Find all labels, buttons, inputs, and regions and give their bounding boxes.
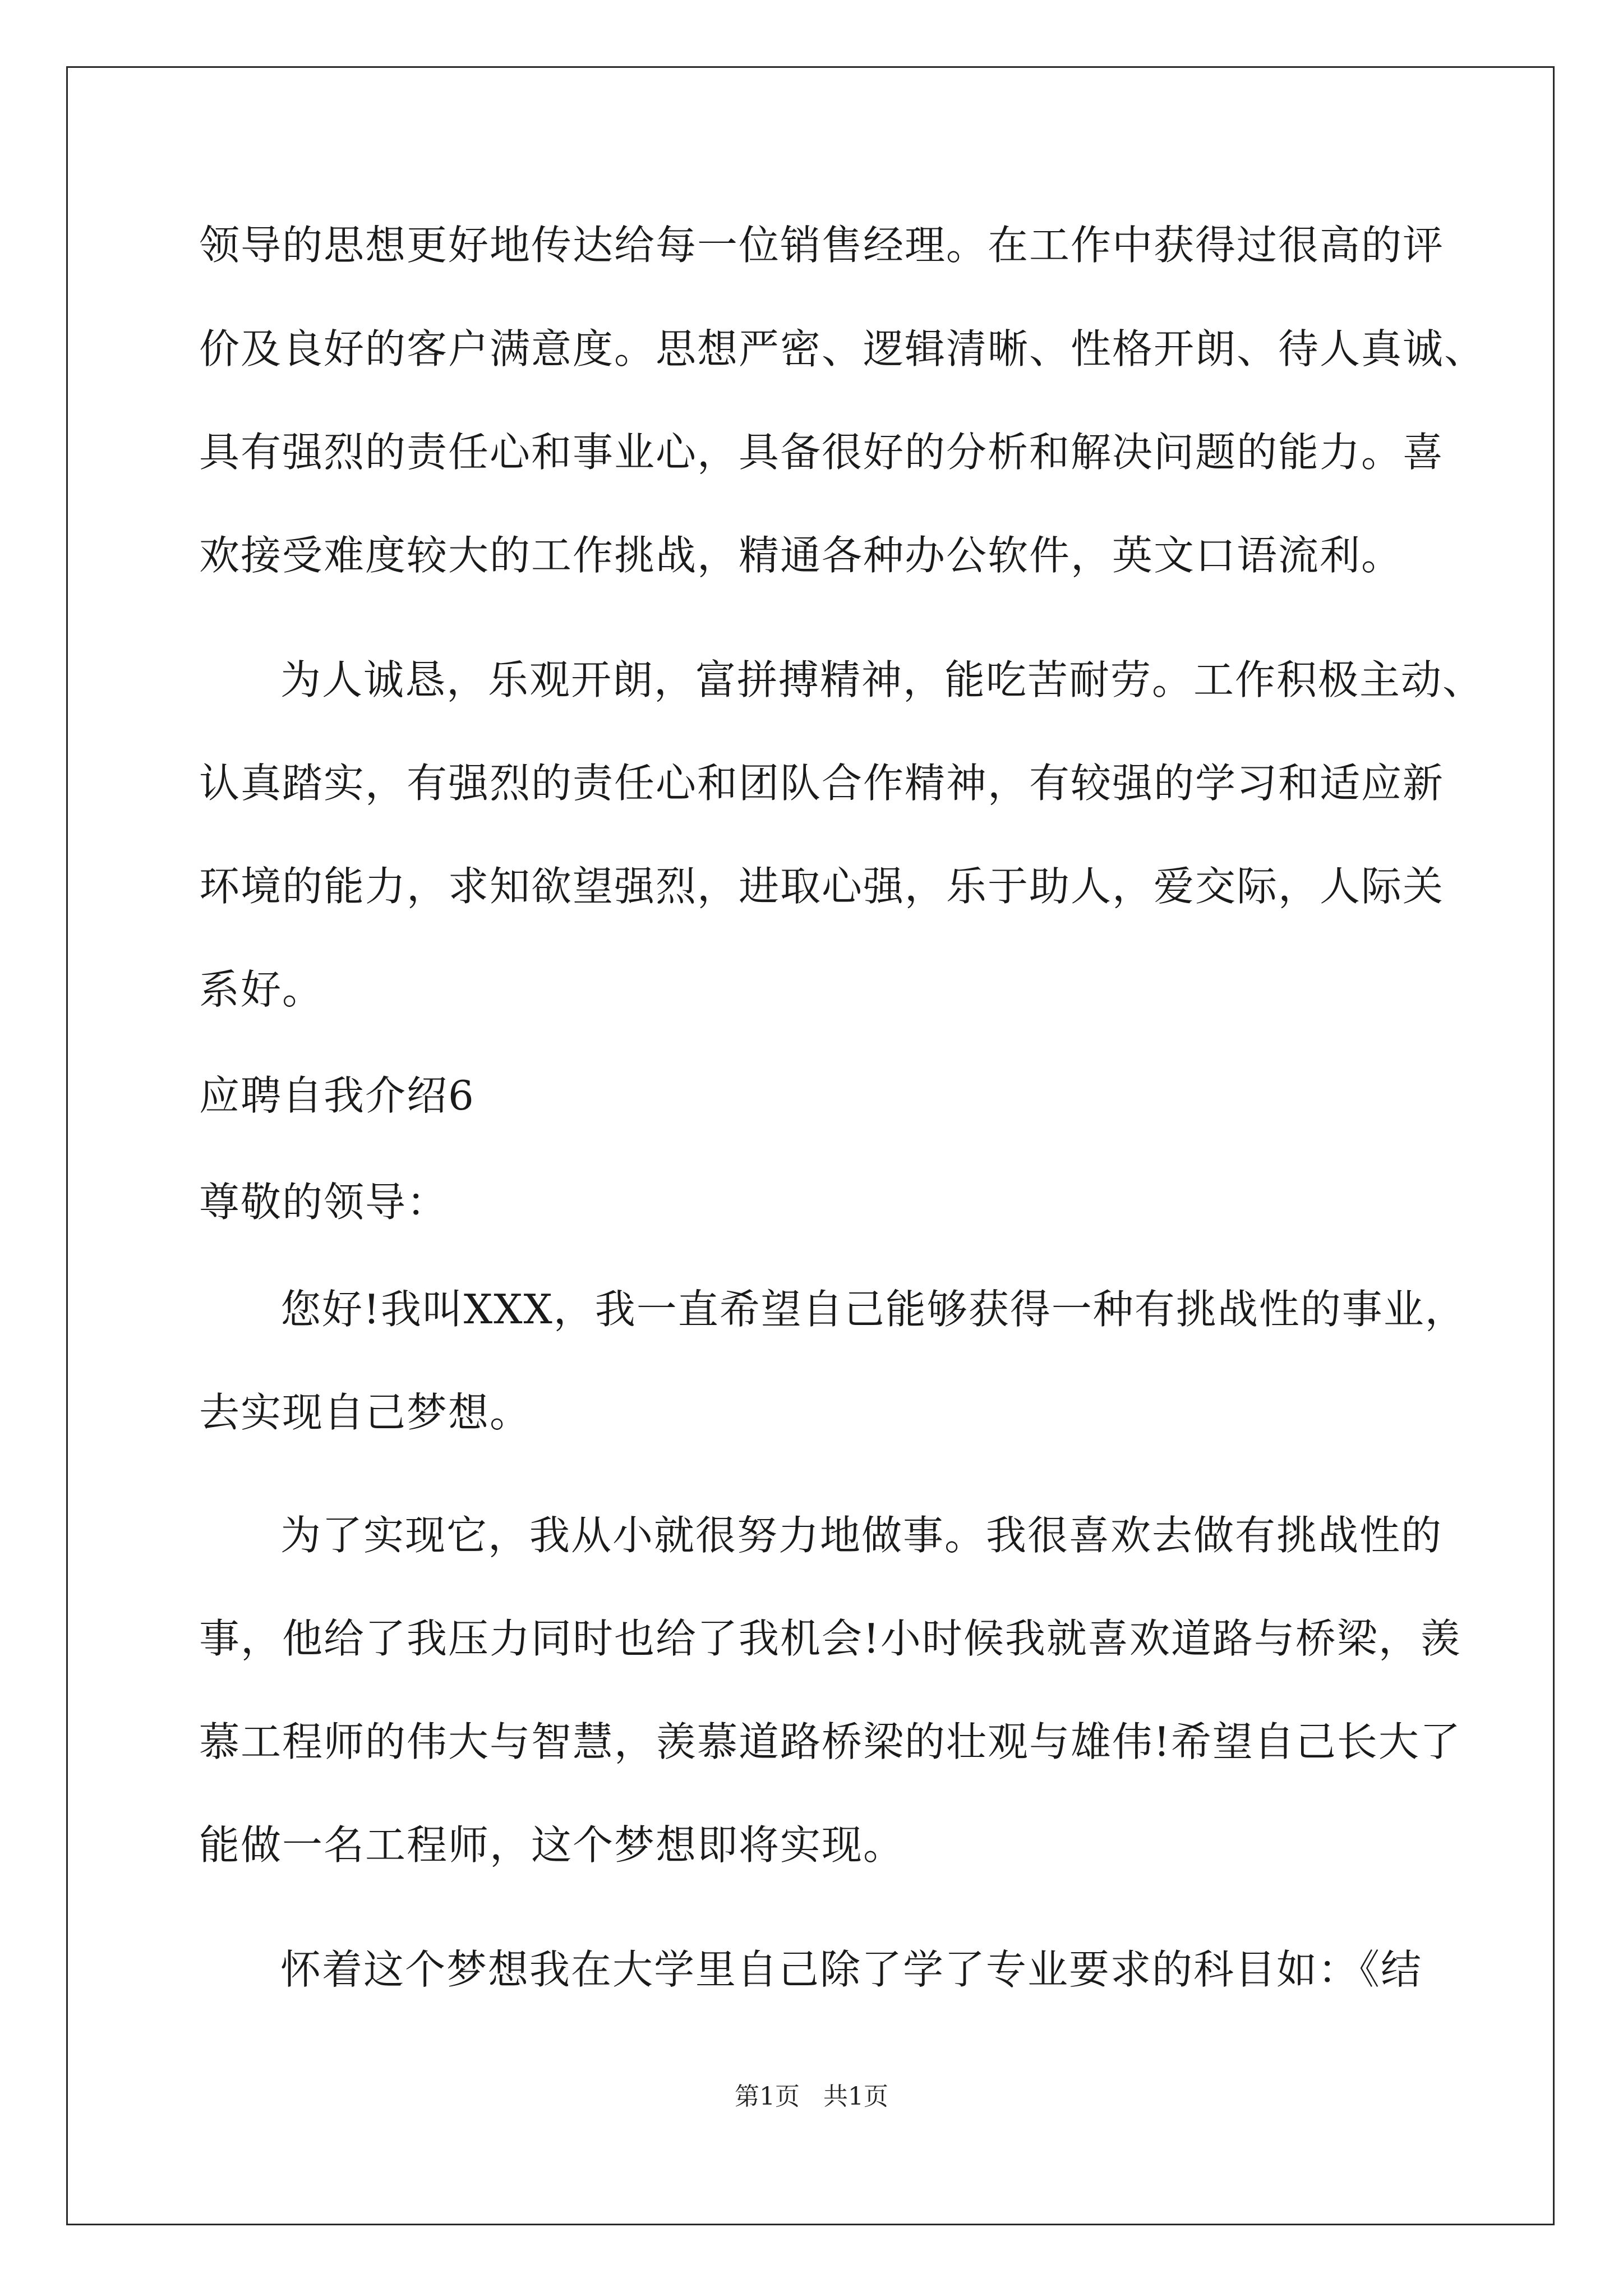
text-line-5: 为人诚恳，乐观开朗，富拼搏精神，能吃苦耐劳。工作积极主动、 <box>280 656 1484 703</box>
page-border <box>66 66 1555 2225</box>
text-line-8: 系好。 <box>199 966 324 1013</box>
text-line-1: 领导的思想更好地传达给每一位销售经理。在工作中获得过很高的评 <box>199 222 1445 269</box>
text-line-4: 欢接受难度较大的工作挑战，精通各种办公软件，英文口语流利。 <box>199 532 1403 579</box>
text-line-13: 为了实现它，我从小就很努力地做事。我很喜欢去做有挑战性的 <box>280 1512 1443 1559</box>
text-line-15: 慕工程师的伟大与智慧，羡慕道路桥梁的壮观与雄伟!希望自己长大了 <box>199 1718 1461 1765</box>
section-heading: 应聘自我介绍6 <box>199 1072 475 1119</box>
text-line-16: 能做一名工程师，这个梦想即将实现。 <box>199 1821 905 1869</box>
text-line-11: 您好!我叫XXX，我一直希望自己能够获得一种有挑战性的事业， <box>280 1286 1467 1333</box>
text-line-2: 价及良好的客户满意度。思想严密、逻辑清晰、性格开朗、待人真诚、 <box>199 325 1486 372</box>
page-footer: 第1页 共1页 <box>735 2082 888 2111</box>
text-line-6: 认真踏实，有强烈的责任心和团队合作精神，有较强的学习和适应新 <box>199 760 1445 807</box>
text-line-3: 具有强烈的责任心和事业心，具备很好的分析和解决问题的能力。喜 <box>199 429 1445 476</box>
text-line-7: 环境的能力，求知欲望强烈，进取心强，乐于助人，爱交际，人际关 <box>199 863 1445 910</box>
text-line-14: 事，他给了我压力同时也给了我机会!小时候我就喜欢道路与桥梁，羡 <box>199 1615 1461 1662</box>
text-line-12: 去实现自己梦想。 <box>199 1389 532 1436</box>
text-line-17: 怀着这个梦想我在大学里自己除了学了专业要求的科目如：《结 <box>280 1946 1423 1993</box>
salutation: 尊敬的领导： <box>199 1179 449 1226</box>
